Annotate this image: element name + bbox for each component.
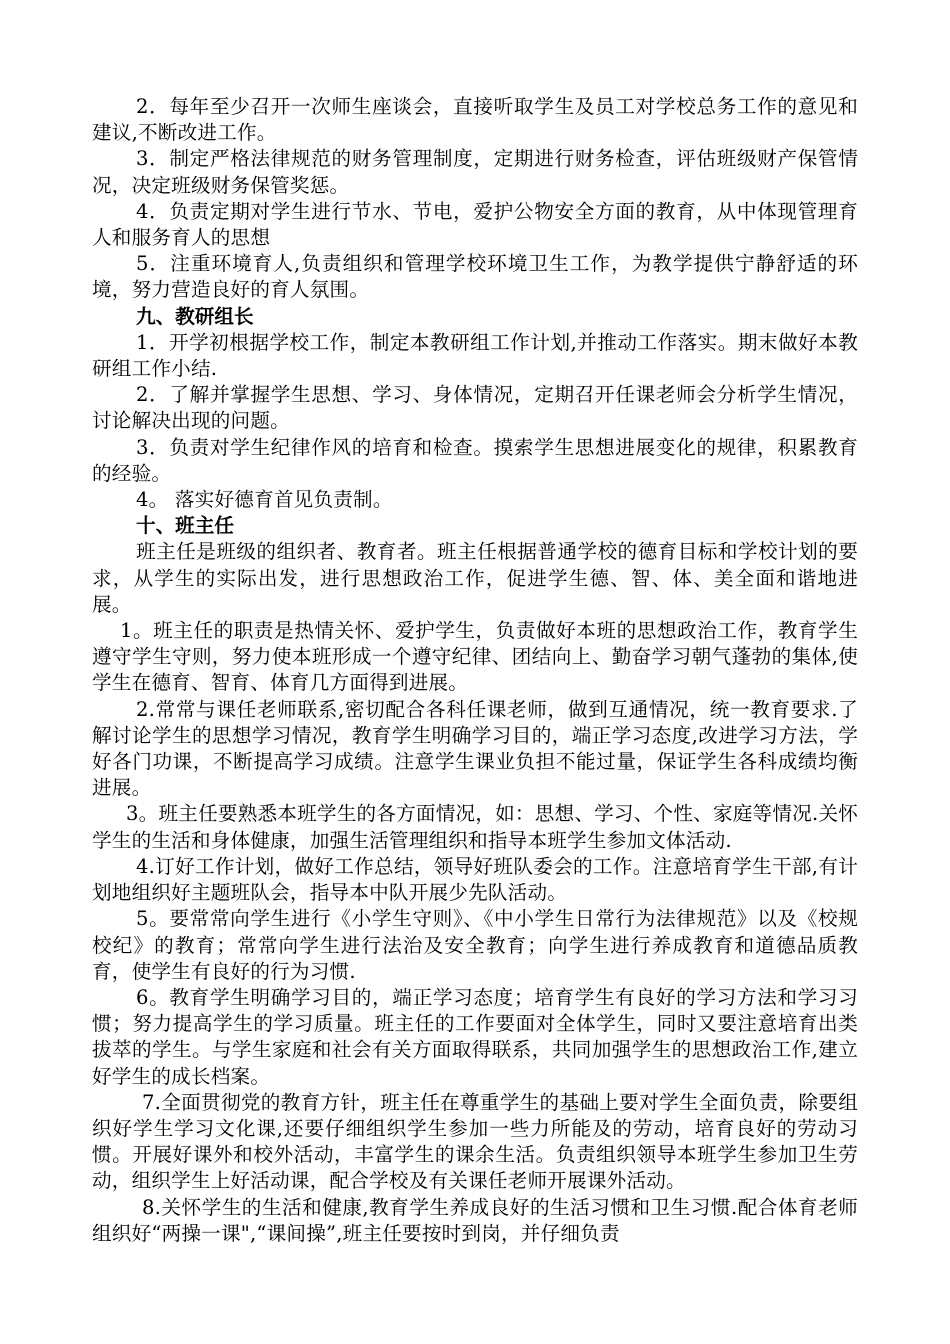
- paragraph-research-3: 3．负责对学生纪律作风的培育和检查。摸索学生思想进展变化的规律，积累教育的经验。: [92, 435, 858, 485]
- paragraph-class-teacher-3: 3。班主任要熟悉本班学生的各方面情况，如：思想、学习、个性、家庭等情况.关怀学生的生活和身体健康，加强生活管理组织和指导本班学生参加文体活动.: [92, 802, 858, 852]
- paragraph-class-teacher-5: 5。要常常向学生进行《小学生守则》、《中小学生日常行为法律规范》以及《校规校纪》的教育；常常向学生进行法治及安全教育；向学生进行养成教育和道德品质教育，使学生有良好的行为习惯.: [92, 907, 858, 983]
- paragraph-class-teacher-1: 1。班主任的职责是热情关怀、爱护学生，负责做好本班的思想政治工作，教育学生遵守学生守则，努力使本班形成一个遵守纪律、团结向上、勤奋学习朝气蓬勃的集体,使学生在德育、智育、体育几方面得到进展。: [92, 619, 858, 695]
- paragraph-research-1: 1．开学初根据学校工作，制定本教研组工作计划,并推动工作落实。期末做好本教研组工作小结.: [92, 330, 858, 381]
- paragraph-general-affairs-2: 2．每年至少召开一次师生座谈会，直接听取学生及员工对学校总务工作的意见和建议,不断改进工作。: [92, 95, 858, 145]
- paragraph-general-affairs-3: 3．制定严格法律规范的财务管理制度，定期进行财务检查，评估班级财产保管情况，决定班级财务保管奖惩。: [92, 147, 858, 197]
- paragraph-research-2: 2．了解并掌握学生思想、学习、身体情况，定期召开任课老师会分析学生情况，讨论解决出现的问题。: [92, 383, 858, 433]
- paragraph-class-teacher-6: 6。教育学生明确学习目的，端正学习态度；培育学生有良好的学习方法和学习习惯；努力提高学生的学习质量。班主任的工作要面对全体学生，同时又要注意培育出类拔萃的学生。与学生家庭和社会有关方面取得联系，共同加强学生的思想政治工作,建立好学生的成长档案。: [92, 985, 858, 1088]
- paragraph-general-affairs-5: 5．注重环境育人,负责组织和管理学校环境卫生工作，为教学提供宁静舒适的环境，努力营造良好的育人氛围。: [92, 252, 858, 302]
- section-heading-research-group-leader: 九、教研组长: [136, 304, 254, 328]
- section-heading-class-teacher: 十、班主任: [136, 514, 234, 538]
- paragraph-research-4: 4。 落实好德育首见负责制。: [136, 488, 393, 512]
- paragraph-class-teacher-8: 8.关怀学生的生活和健康,教育学生养成良好的生活习惯和卫生习惯.配合体育老师组织好“两操一课",“课间操”,班主任要按时到岗，并仔细负责: [92, 1195, 858, 1245]
- paragraph-class-teacher-7: 7.全面贯彻党的教育方针，班主任在尊重学生的基础上要对学生全面负责，除要组织好学生学习文化课,还要仔细组织学生参加一些力所能及的劳动，培育良好的劳动习惯。开展好课外和校外活动，丰富学生的课余生活。负责组织领导本班学生参加卫生劳动，组织学生上好活动课，配合学校及有关课任老师开展课外活动。: [92, 1090, 858, 1193]
- paragraph-general-affairs-4: 4．负责定期对学生进行节水、节电，爱护公物安全方面的教育，从中体现管理育人和服务育人的思想: [92, 199, 858, 250]
- paragraph-class-teacher-4: 4.订好工作计划，做好工作总结，领导好班队委会的工作。注意培育学生干部,有计划地组织好主题班队会，指导本中队开展少先队活动。: [92, 854, 858, 905]
- paragraph-class-teacher-2: 2.常常与课任老师联系,密切配合各科任课老师，做到互通情况，统一教育要求.了解讨论学生的思想学习情况，教育学生明确学习目的，端正学习态度,改进学习方法，学好各门功课，不断提高学习成绩。注意学生课业负担不能过量，保证学生各科成绩均衡进展。: [92, 697, 858, 800]
- paragraph-class-teacher-intro: 班主任是班级的组织者、教育者。班主任根据普通学校的德育目标和学校计划的要求，从学生的实际出发，进行思想政治工作，促进学生德、智、体、美全面和谐地进展。: [92, 540, 858, 616]
